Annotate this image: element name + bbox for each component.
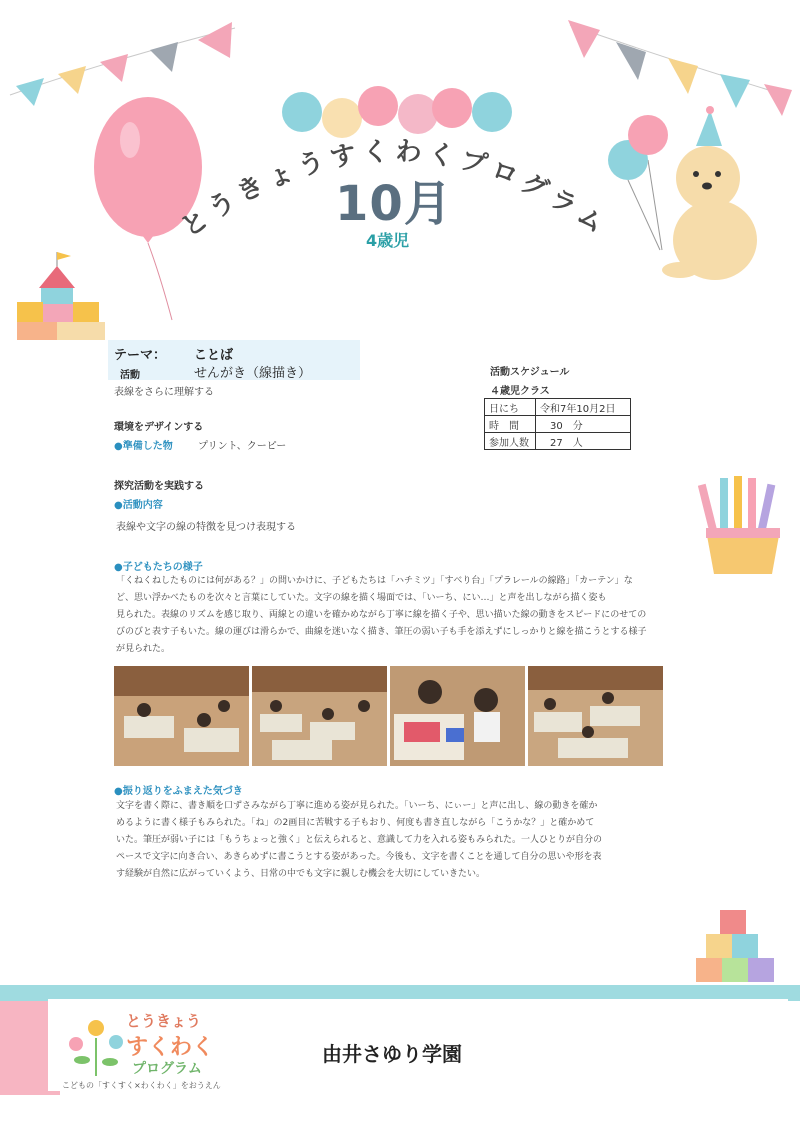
- schedule-heading: 活動スケジュール: [490, 367, 570, 378]
- theme-label: テーマ：: [114, 348, 167, 363]
- schedule-cell-value: 30 分: [536, 416, 631, 433]
- children-line: が見られた。: [116, 644, 171, 654]
- pencil-cup-decoration: [698, 470, 788, 580]
- children-line: 見られた。表線のリズムを感じ取り、両線との違いを確かめながら丁寧に線を描く子や、思い描いた線の動きをスピードにのせての: [116, 610, 647, 620]
- schedule-cell-value: 令和7年10月2日: [536, 399, 631, 416]
- schedule-row-date: [485, 399, 631, 416]
- activity-goal: 表線をさらに理解する: [114, 387, 214, 398]
- classroom-photo-4: [528, 666, 663, 766]
- logo-line-3: プログラム: [132, 1061, 202, 1077]
- children-line: びのびと表す子もいた。線の運びは滑らかで、曲線を迷いなく描き、筆圧の弱い子も手を添えずにしっかりと線を描こうとする様子: [116, 627, 647, 637]
- reflection-line: す経験が自然に広がっていくよう、日常の中でも文字に親しむ機会を大切にしていきたい。: [116, 869, 486, 879]
- classroom-photo-3: [390, 666, 525, 766]
- logo-line-1: とうきょう: [126, 1012, 202, 1030]
- reflection-line: 文字を書く際に、書き順を口ずさみながら丁寧に進める姿が見られた。「いーち、にぃー」と声に出し、線の動きを確か: [116, 801, 598, 811]
- program-title: とうきょうすくわくプログラム: [175, 136, 615, 244]
- schedule-cell-label: 参加人数: [485, 433, 536, 450]
- schedule-cell-label: 日にち: [485, 399, 536, 416]
- stacked-blocks-decoration: [694, 908, 776, 984]
- prepared-value: プリント、クーピー: [198, 441, 287, 452]
- content-label: ●活動内容: [114, 500, 163, 511]
- classroom-photo-2: [252, 666, 387, 766]
- schedule-table: [484, 398, 631, 450]
- children-line: 「くねくねしたものには何がある？」の問いかけに、子どもたちは「ハチミツ」「すべり台」「プラレールの線路」「カーテン」な: [116, 576, 633, 586]
- children-text: [116, 573, 664, 658]
- children-heading: ●子どもたちの様子: [114, 562, 203, 573]
- schedule-row-participants: [485, 433, 631, 450]
- reflection-line: めるように書く様子もみられた。「ね」の2画目に苦戦する子もおり、何度も書き直しながら「こうかな？」と確かめて: [116, 818, 595, 828]
- environment-heading: 環境をデザインする: [114, 422, 204, 433]
- logo-line-2: すくわく: [126, 1035, 215, 1060]
- classroom-photo-1: [114, 666, 249, 766]
- exploration-heading: 探究活動を実践する: [114, 481, 204, 492]
- reflection-heading: ●振り返りをふまえた気づき: [114, 786, 243, 797]
- content-text: 表線や文字の線の特徴を見つけ表現する: [116, 522, 296, 533]
- school-name: 由井さゆり学園: [322, 1042, 462, 1066]
- schedule-row-time: [485, 416, 631, 433]
- activity-value: せんがき（線描き）: [194, 366, 312, 381]
- logo-tagline: こどもの「すくすく×わくわく」をおうえん: [62, 1081, 221, 1090]
- reflection-text: [116, 798, 664, 883]
- theme-value: ことば: [194, 348, 234, 363]
- reflection-line: ペースで文字に向き合い、あきらめずに書こうとする姿があった。今後も、文字を書くことを通して自分の思いや形を表: [116, 852, 602, 862]
- reflection-line: いた。筆圧が弱い子には「もうちょっと強く」と伝えられると、意識して力を入れる姿もみられた。一人ひとりが自分の: [116, 835, 603, 845]
- schedule-cell-value: 27 人: [536, 433, 631, 450]
- schedule-class: ４歳児クラス: [490, 386, 550, 397]
- logo-flowers-icon: [60, 1008, 132, 1078]
- month-title: 10月: [335, 176, 453, 232]
- children-line: ど、思い浮かべたものを次々と言葉にしていた。文字の線を描く場面では、「いーち、にい…」と声を出しながら描く姿も: [116, 593, 607, 603]
- prepared-label: ●準備した物: [114, 441, 173, 452]
- age-group-label: 4歳児: [366, 231, 410, 250]
- schedule-cell-label: 時 間: [485, 416, 536, 433]
- castle-blocks-decoration: [15, 250, 110, 345]
- dog-illustration: [600, 100, 760, 280]
- activity-label: 活動: [120, 370, 140, 381]
